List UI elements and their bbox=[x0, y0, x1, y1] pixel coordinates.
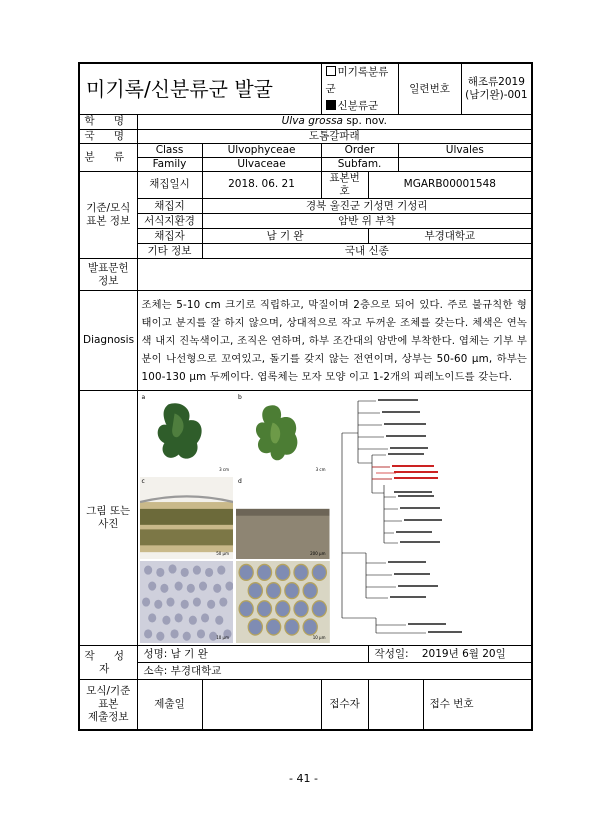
order-label: Order bbox=[321, 143, 398, 157]
phylogenetic-tree bbox=[336, 393, 466, 643]
page-number: - 41 - bbox=[289, 772, 318, 785]
diagnosis-text: 조체는 5-10 cm 크기로 직립하고, 막질이며 2층으로 되어 있다. 주로 불규칙한 형태이고 분지를 잘 하지 않으며, 상대적으로 작고 두꺼운 조체를 갖는다. 체색은 연녹색 내지 진녹색이고, 조직은 연하며, 하부 조간대의 암반에 부착한다. 엽체는 기부 부분이 나선형으로 꼬여있고, 돌기를 갖지 않는 전연이며, 상부는 50-60 μm, 하부는 100-130 μm 두께이다. 엽록체는 모자 모양 이고 1-2개의 피레노이드를 갖는다. bbox=[137, 291, 532, 391]
phylogenetic-tree-panel bbox=[336, 393, 466, 643]
habitat-label: 서식지환경 bbox=[137, 214, 202, 229]
submission-date-label: 제출일 bbox=[137, 680, 202, 730]
taxon-type-options bbox=[321, 63, 398, 115]
collection-date-label: 채집일시 bbox=[137, 171, 202, 198]
collector-institution: 부경대학교 bbox=[368, 229, 532, 244]
other-info: 국내 신종 bbox=[202, 244, 532, 259]
diagnosis-label: Diagnosis bbox=[79, 291, 137, 391]
specimen-form-table bbox=[78, 62, 533, 731]
micrograph-panel-d: d 200 μm bbox=[236, 477, 330, 559]
collection-site-label: 채집지 bbox=[137, 199, 202, 214]
cell-surface-micrograph-e bbox=[140, 561, 234, 643]
figure-label: 그림 또는 사진 bbox=[79, 391, 137, 646]
receiver-label: 접수자 bbox=[321, 680, 368, 730]
other-info-label: 기타 정보 bbox=[137, 244, 202, 259]
serial-value: 해조류2019 (남기완)-001 bbox=[461, 63, 532, 115]
collection-site: 경북 울진군 기성면 기성리 bbox=[202, 199, 532, 214]
submission-date bbox=[202, 680, 321, 730]
publication-info bbox=[137, 259, 532, 291]
author-name: 성명: 남 기 완 bbox=[137, 646, 368, 663]
receiver bbox=[368, 680, 423, 730]
specimen-no-label: 표본번호 bbox=[321, 171, 368, 198]
order-value: Ulvales bbox=[398, 143, 532, 157]
publication-label: 발표문헌 정보 bbox=[79, 259, 137, 291]
micrograph-panel-c: c 50 μm bbox=[140, 477, 234, 559]
class-value: Ulvophyceae bbox=[202, 143, 321, 157]
surface-view-micrograph bbox=[236, 477, 330, 559]
checkbox-checked-icon[interactable] bbox=[326, 100, 336, 110]
scientific-name-label: 학 명 bbox=[79, 115, 137, 129]
korean-name-label: 국 명 bbox=[79, 129, 137, 143]
author-affiliation: 소속: 부경대학교 bbox=[137, 663, 532, 680]
family-label: Family bbox=[137, 157, 202, 171]
submission-label: 모식/기준 표본 제출정보 bbox=[79, 680, 137, 730]
micrograph-panel-f: 10 μm bbox=[236, 561, 330, 643]
subfam-value bbox=[398, 157, 532, 171]
classification-label: 분 류 bbox=[79, 143, 137, 171]
subfam-label: Subfam. bbox=[321, 157, 398, 171]
family-value: Ulvaceae bbox=[202, 157, 321, 171]
receipt-no-label: 접수 번호 bbox=[423, 680, 532, 730]
specimen-no: MGARB00001548 bbox=[368, 171, 532, 198]
author-date: 작성일: 2019년 6월 20일 bbox=[368, 646, 532, 663]
option-new-taxon[interactable]: 신분류군 bbox=[326, 98, 395, 115]
photo-panel-b: b 3 cm bbox=[236, 393, 330, 475]
serial-label: 일련번호 bbox=[398, 63, 461, 115]
checkbox-icon[interactable] bbox=[326, 66, 336, 76]
micrograph-panel-e: 10 μm bbox=[140, 561, 234, 643]
specimen-info-label: 기준/모식 표본 정보 bbox=[79, 171, 137, 258]
figure-cell bbox=[137, 391, 532, 646]
cross-section-micrograph bbox=[140, 477, 234, 559]
collector-name: 남 기 완 bbox=[202, 229, 368, 244]
thallus-photo-b bbox=[236, 393, 330, 475]
cell-surface-micrograph-f bbox=[236, 561, 330, 643]
thallus-photo-a bbox=[140, 393, 234, 475]
habitat: 암반 위 부착 bbox=[202, 214, 532, 229]
scientific-name: Ulva grossa sp. nov. bbox=[137, 115, 532, 129]
class-label: Class bbox=[137, 143, 202, 157]
form-title: 미기록/신분류군 발굴 bbox=[79, 63, 321, 115]
collection-date: 2018. 06. 21 bbox=[202, 171, 321, 198]
collector-label: 채집자 bbox=[137, 229, 202, 244]
korean-name: 도톰갈파래 bbox=[137, 129, 532, 143]
author-label: 작 성 자 bbox=[79, 646, 137, 680]
photo-panel-a: a 3 cm bbox=[140, 393, 234, 475]
option-unrecorded[interactable]: 미기록분류군 bbox=[325, 66, 389, 95]
